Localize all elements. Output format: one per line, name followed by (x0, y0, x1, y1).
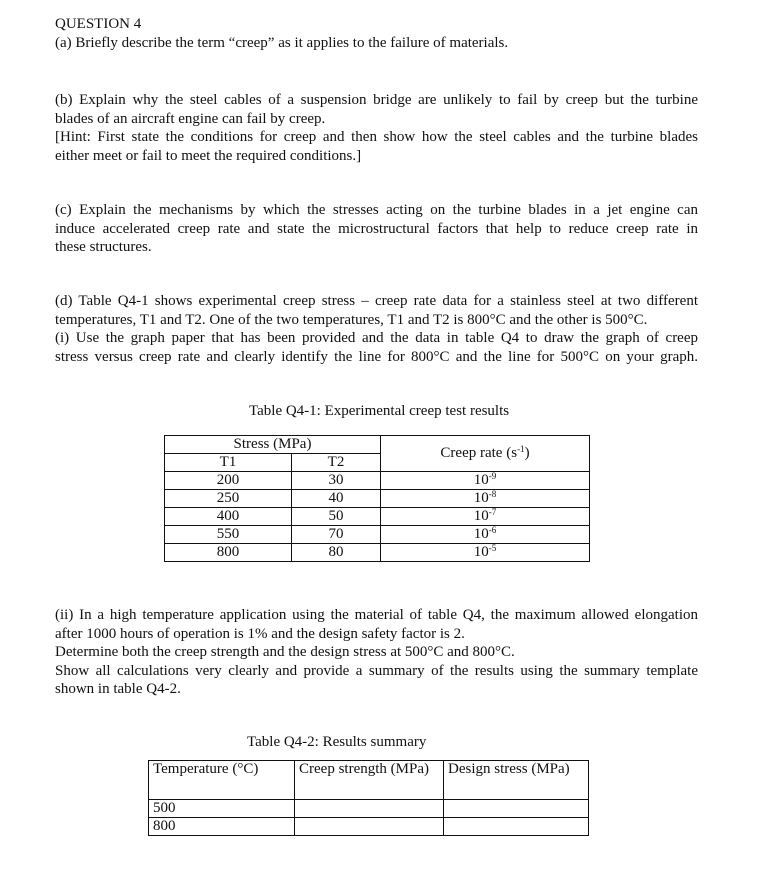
t1-cell: 800 (165, 544, 292, 562)
part-d-line: (i) Use the graph paper that has been provided and the data in table Q4 to draw the graph of creep (55, 330, 698, 346)
rate-cell: $10^{-6}$ (381, 526, 590, 544)
part-c-line: these structures. (55, 239, 152, 255)
t1-cell: 550 (165, 526, 292, 544)
part-a-line: (a) Briefly describe the term “creep” as it applies to the failure of materials. (55, 34, 509, 51)
part-c-line: induce accelerated creep rate and state the microstructural factors that help to reduce creep rate in (55, 220, 698, 237)
table-row (165, 508, 590, 526)
t1-header: T1 (165, 454, 292, 472)
part-d-line: temperatures, T1 and T2. One of the two temperatures, T1 and T2 is 800°C and the other is 500°C. (55, 311, 648, 328)
temperature-cell: 800 (149, 818, 295, 836)
rate-cell: $10^{-8}$ (381, 490, 590, 508)
part-ii-line: shown in table Q4-2. (55, 681, 181, 697)
t2-cell: 50 (292, 508, 381, 526)
temperature-cell: 500 (149, 800, 295, 818)
t2-cell: 40 (292, 490, 381, 508)
table-row (165, 472, 590, 490)
rate-cell: $10^{-7}$ (381, 508, 590, 526)
creep-strength-cell[interactable] (295, 800, 444, 818)
question-title: QUESTION 4 (55, 16, 142, 32)
part-d-line: stress versus creep rate and clearly identify the line for 800°C and the line for 500°C on your graph. (55, 348, 698, 365)
table-row (149, 800, 589, 818)
design-stress-cell[interactable] (444, 818, 589, 836)
part-ii (55, 606, 698, 699)
question-heading-block (55, 15, 698, 52)
t1-cell: 200 (165, 472, 292, 490)
temperature-header: Temperature (°C) (149, 761, 295, 800)
creep-rate-header: Creep rate $(s^{-1})$ (381, 436, 590, 472)
design-stress-header: Design stress (MPa) (444, 761, 589, 800)
rate-cell: $10^{-9}$ (381, 472, 590, 490)
part-ii-line: (ii) In a high temperature application using the material of table Q4, the maximum allowed elongation (55, 607, 698, 623)
part-c (55, 201, 698, 257)
t2-header: T2 (292, 454, 381, 472)
rate-cell: $10^{-5}$ (381, 544, 590, 562)
table2-caption: Table Q4-2: Results summary (247, 734, 427, 750)
table1-caption: Table Q4-1: Experimental creep test results (249, 403, 510, 419)
part-b-line: either meet or fail to meet the required conditions.] (55, 147, 362, 164)
t2-cell: 70 (292, 526, 381, 544)
table-row (165, 544, 590, 562)
results-summary-table (148, 760, 589, 836)
design-stress-cell[interactable] (444, 800, 589, 818)
creep-strength-cell[interactable] (295, 818, 444, 836)
part-c-line: (c) Explain the mechanisms by which the stresses acting on the turbine blades in a jet engine can (55, 202, 698, 218)
part-d (55, 292, 698, 366)
part-ii-line: after 1000 hours of operation is 1% and the design safety factor is 2. (55, 625, 465, 642)
part-b (55, 91, 698, 165)
table-row (165, 526, 590, 544)
t2-cell: 30 (292, 472, 381, 490)
creep-data-table (164, 435, 590, 562)
part-b-line: blades of an aircraft engine can fail by creep. (55, 110, 326, 127)
creep-strength-header: Creep strength (MPa) (295, 761, 444, 800)
table-row (165, 490, 590, 508)
part-ii-line: Determine both the creep strength and the design stress at 500°C and 800°C. (55, 644, 515, 660)
t1-cell: 250 (165, 490, 292, 508)
part-d-line: (d) Table Q4-1 shows experimental creep stress – creep rate data for a stainless steel at two different (55, 293, 698, 309)
stress-header: Stress (MPa) (165, 436, 381, 454)
part-b-line: (b) Explain why the steel cables of a suspension bridge are unlikely to fail by creep but the turbine (55, 92, 698, 108)
t1-cell: 400 (165, 508, 292, 526)
part-b-line: [Hint: First state the conditions for creep and then show how the steel cables and the turbine blades (55, 129, 698, 145)
table-row (149, 818, 589, 836)
t2-cell: 80 (292, 544, 381, 562)
part-ii-line: Show all calculations very clearly and provide a summary of the results using the summary template (55, 662, 698, 679)
